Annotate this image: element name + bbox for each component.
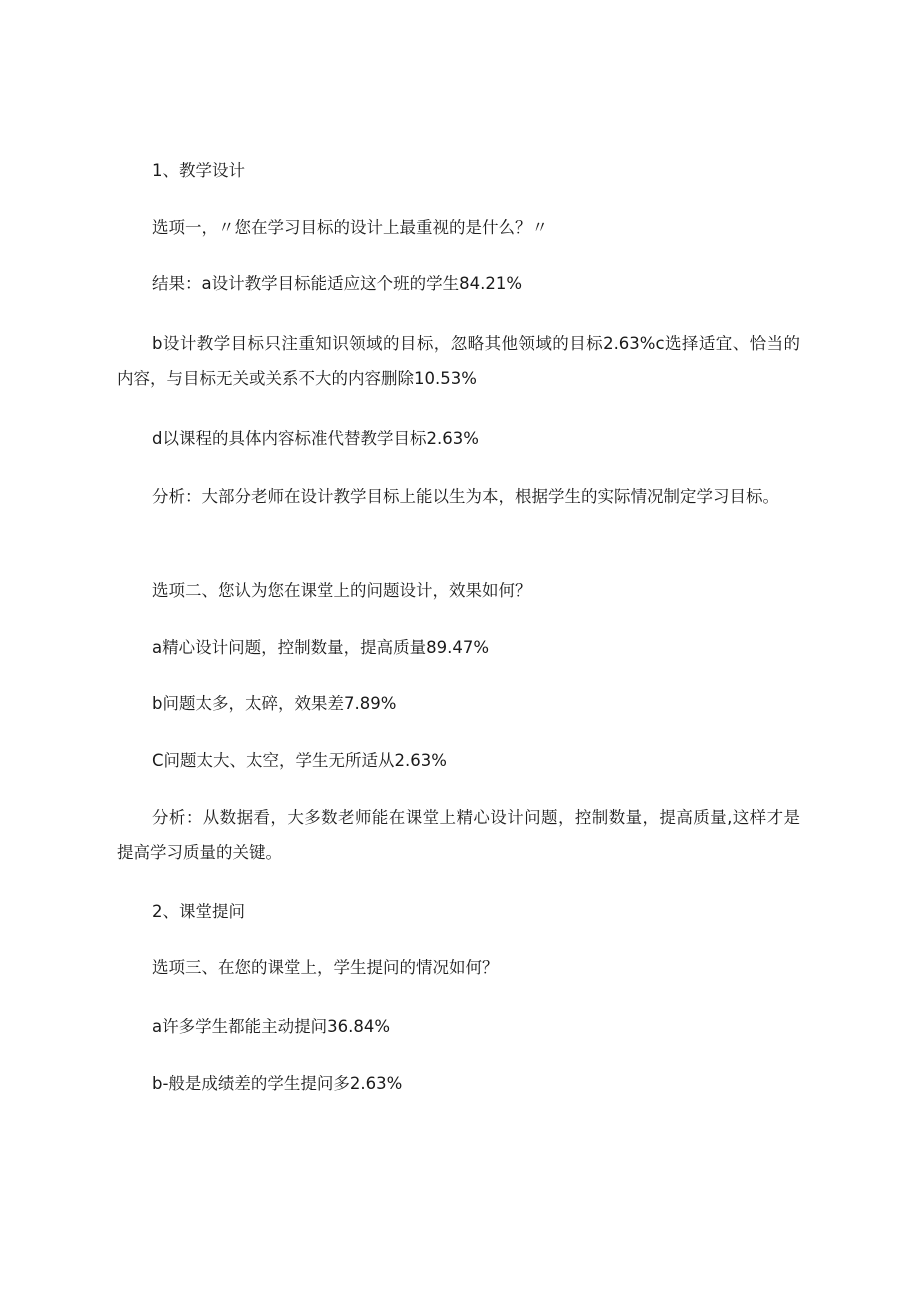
answer-three-a: a许多学生都能主动提问36.84% xyxy=(152,1017,391,1036)
question-option-two: 选项二、您认为您在课堂上的问题设计，效果如何？ xyxy=(152,581,532,600)
answer-a: a精心设计问题，控制数量，提高质量89.47% xyxy=(152,638,490,657)
answer-three-b: b-般是成绩差的学生提问多2.63% xyxy=(152,1074,403,1093)
section-heading-classroom-questions: 2、课堂提问 xyxy=(152,902,245,921)
analysis-one: 分析：大部分老师在设计教学目标上能以生为本，根据学生的实际情况制定学习目标。 xyxy=(152,487,779,506)
analysis-two: 分析：从数据看，大多数老师能在课堂上精心设计问题，控制数量，提高质量,这样才是提高学习质量的关键。 xyxy=(117,808,800,862)
question-option-three: 选项三、在您的课堂上，学生提问的情况如何？ xyxy=(152,958,499,977)
answer-b: b问题太多，太碎，效果差7.89% xyxy=(152,694,397,713)
result-d: d以课程的具体内容标准代替教学目标2.63% xyxy=(152,429,479,448)
result-b-c: b设计教学目标只注重知识领域的目标，忽略其他领域的目标2.63%c选择适宜、恰当的内容，与目标无关或关系不大的内容删除10.53% xyxy=(117,334,800,388)
answer-c: C问题太大、太空，学生无所适从2.63% xyxy=(152,751,447,770)
question-option-one: 选项一，〃您在学习目标的设计上最重视的是什么？〃 xyxy=(152,218,548,237)
result-a: 结果：a设计教学目标能适应这个班的学生84.21% xyxy=(152,274,523,293)
section-heading-teaching-design: 1、教学设计 xyxy=(152,161,245,180)
